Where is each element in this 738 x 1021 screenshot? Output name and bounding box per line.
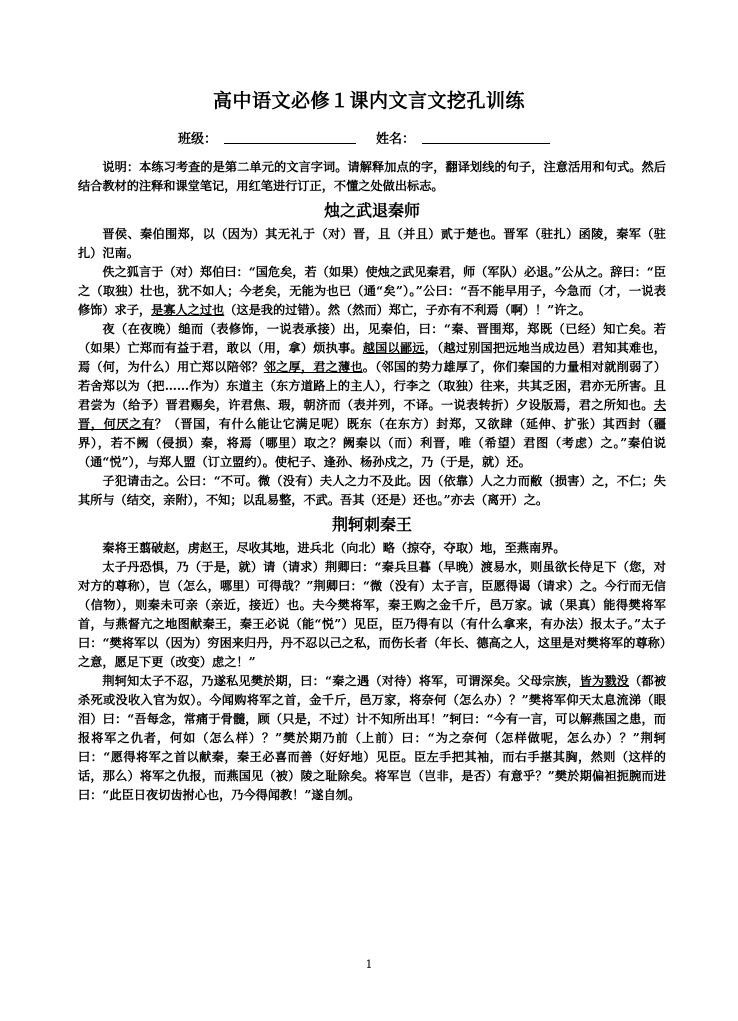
section-title-zhuzhiwu: 烛之武退秦师 [323,201,420,220]
translation-sentence: 是寡人之过也 [151,303,225,317]
text-run: ？（晋国，有什么能让它满足呢）既东（在东方）封郑，又欲肆（延伸、扩张）其西封（疆界），若不阙（侵损）秦，将焉（哪里）取之？阙秦以（而）利晋，唯（希望）君图（考虑）之。”秦伯说（通“悦”），与郑人盟（订立盟约）。使杞子、逢孙、杨孙戍之，乃（于是，就）还。 [78,417,667,469]
translation-sentence: 夫晋，何厌之有 [78,398,666,431]
translation-sentence: 邻之厚，君之薄也 [263,360,363,374]
text-run: （这是我的过错）。然（然而）郑亡，子亦有不利焉（啊）！”许之。 [224,303,591,317]
class-blank-line [224,143,356,144]
text-run: ，（越过别国把远地当成边邑）君知其难也，焉（何，为什么）用亡郑以陪邻？ [78,341,666,374]
translation-sentence: 越国以鄙远 [362,341,425,355]
document-body [78,158,666,805]
paragraph [78,320,666,472]
name-blank-line [422,143,550,144]
text-run: 佚之狐言于（对）郑伯曰：“国危矣，若（如果）使烛之武见秦君，师（军队）必退。”公从之。辞曰：“臣之（取独）壮也，犹不如人；今老矣，无能为也已（通“矣”）。”公曰：“吾不能早用子，今急而（才，一说表修饰）求子， [78,265,666,317]
instruction-paragraph: 说明：本练习考查的是第二单元的文言字词。请解释加点的字，翻译划线的句子，注意活用和句式。然后结合教材的注释和课堂笔记，用红笔进行订正，不懂之处做出标志。 [78,160,666,193]
paragraph: 太子丹恐惧，乃（于是，就）请（请求）荆卿曰：“秦兵旦暮（早晚）渡易水，则虽欲长侍足下（您，对对方的尊称），岂（怎么，哪里）可得哉？”荆卿曰：“微（没有）太子言，臣愿得谒（请求）之。今行而无信（信物），则秦未可亲（亲近，接近）也。夫今樊将军，秦王购之金千斤，邑万家。诚（果真）能得樊将军首，与燕督亢之地图献秦王，秦王必说（能“悦”）见臣，臣乃得有以（有什么拿来，有办法）报太子。”太子曰：“樊将军以（因为）穷困来归丹，丹不忍以己之私，而伤长者（年长、德高之人，这里是对樊将军的尊称）之意，愿足下更（改变）虑之！” [78,560,666,669]
text-run: 荆轲知太子不忍，乃遂私见樊於期，曰：“秦之遇（对待）将军，可谓深矣。父母宗族， [102,674,580,688]
text-run: 夜（在夜晚）缒而（表修饰，一说表承接）出，见秦伯，曰：“秦、晋围郑，郑既（已经）知亡矣。若（如果）亡郑而有益于君，敢以（用，拿）烦执事。 [78,322,666,355]
text-run: （都被杀死或没收入官为奴）。今闻购将军之首，金千斤，邑万家，将奈何（怎么办）？”樊将军仰天太息流涕（眼泪）曰：“吾每念，常痛于骨髓，顾（只是，不过）计不知所出耳！”轲曰：“今有一言，可以解燕国之患，而报将军之仇者，何如（怎么样）？”樊於期乃前（上前）曰：“为之奈何（怎样做呢，怎么办）？”荆轲曰：“愿得将军之首以献秦，秦王必喜而善（好好地）见臣。臣左手把其袖，而右手揕其胸，然则（这样的话，那么）将军之仇报，而燕国见（被）陵之耻除矣。将军岂（岂非，是否）有意乎？”樊於期偏袒扼腕而进曰：“此臣日夜切齿拊心也，乃今得闻教！”遂自刎。 [78,674,667,802]
paragraph: 秦将王翦破赵，虏赵王，尽收其地，进兵北（向北）略（掠夺，夺取）地，至燕南界。 [102,541,566,555]
paragraph [78,263,666,320]
page-title: 高中语文必修１课内文言文挖孔训练 [212,90,525,112]
class-label: 班级： [178,132,218,147]
paragraph [78,672,666,805]
student-info-row [178,128,618,150]
translation-sentence: 皆为戮没 [579,674,630,688]
text-run: 。（邻国的势力雄厚了，你们秦国的力量相对就削弱了）若舍郑以为（把……作为）东道主（东方道路上的主人），行李之（取独）往来，共其乏困，君亦无所害。且君尝为（给予）晋君赐矣，许君焦、瑕，朝济而（表并列，不译。一说表转折）夕设版焉，君之所知也。 [78,360,667,412]
paragraph: 子犯请击之。公曰：“不可。微（没有）夫人之力不及此。因（依靠）人之力而敝（损害）之，不仁；失其所与（结交，亲附），不知；以乱易整，不武。吾其（还是）还也。”亦去（离开）之。 [78,474,666,507]
page-number: 1 [365,958,373,971]
section-title-jingke: 荆轲刺秦王 [331,515,412,534]
paragraph: 晋侯、秦伯围郑，以（因为）其无礼于（对）晋，且（并且）贰于楚也。晋军（驻扎）函陵，秦军（驻扎）氾南。 [78,227,666,260]
name-label: 姓名： [376,132,416,147]
